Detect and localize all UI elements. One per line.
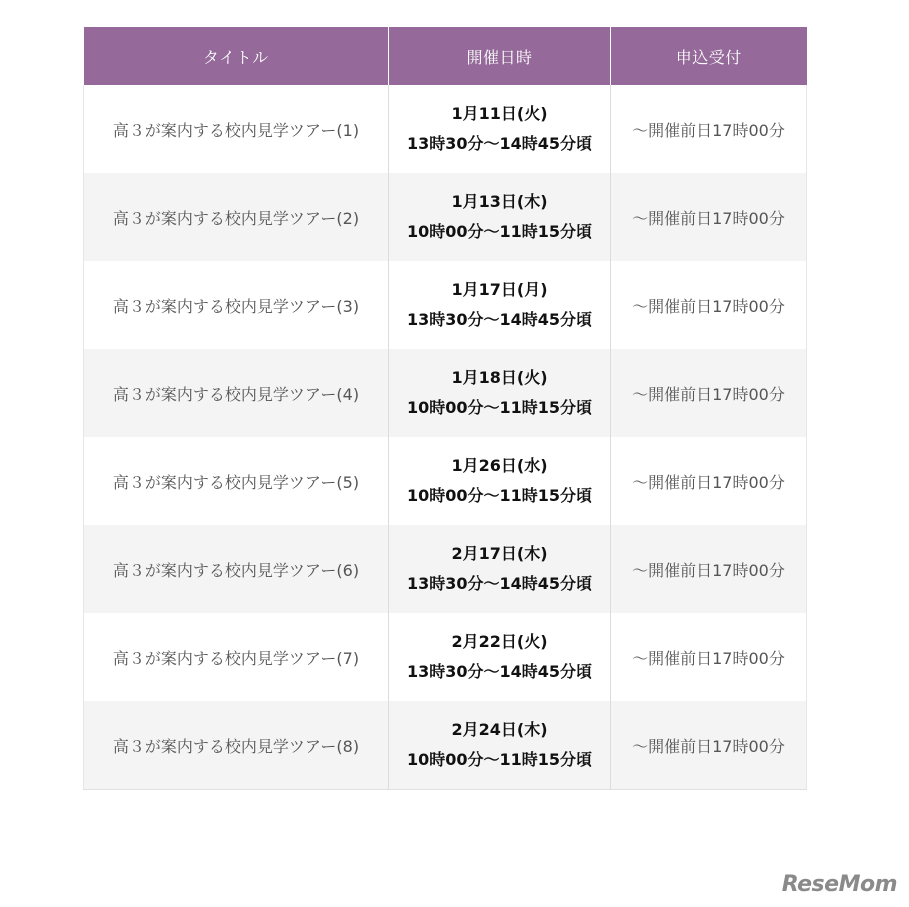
datetime-cell [389,349,611,437]
deadline-cell: ～開催前日17時00分 [611,525,807,613]
event-time: 10時00分～11時15分頃 [406,398,593,417]
table-row [84,173,807,261]
event-date: 2月24日(木) [451,720,548,739]
column-header-application: 申込受付 [611,27,807,85]
tour-title-cell: 高３が案内する校内見学ツアー(6) [84,525,389,613]
table-row [84,437,807,525]
column-header-datetime: 開催日時 [389,27,611,85]
datetime-cell [389,261,611,349]
schedule-table [83,27,807,790]
datetime-cell [389,437,611,525]
deadline-cell: ～開催前日17時00分 [611,173,807,261]
column-header-title: タイトル [84,27,389,85]
deadline-cell: ～開催前日17時00分 [611,261,807,349]
table-row [84,613,807,701]
tour-title-cell: 高３が案内する校内見学ツアー(3) [84,261,389,349]
event-date: 1月26日(水) [451,456,548,475]
event-date: 2月22日(火) [451,632,548,651]
datetime-cell [389,173,611,261]
tour-title-cell: 高３が案内する校内見学ツアー(5) [84,437,389,525]
event-date: 2月17日(木) [451,544,548,563]
event-date: 1月13日(木) [451,192,548,211]
deadline-cell: ～開催前日17時00分 [611,701,807,790]
event-date: 1月17日(月) [451,280,548,299]
resemom-logo: ReseMom [781,872,897,897]
tour-title-cell: 高３が案内する校内見学ツアー(8) [84,701,389,790]
tour-title-cell: 高３が案内する校内見学ツアー(1) [84,85,389,173]
datetime-cell [389,613,611,701]
event-time: 10時00分～11時15分頃 [406,750,593,769]
table-header-row [84,27,807,85]
datetime-cell [389,701,611,790]
table-row [84,525,807,613]
table-row [84,701,807,790]
deadline-cell: ～開催前日17時00分 [611,349,807,437]
event-time: 13時30分～14時45分頃 [406,310,593,329]
tour-title-cell: 高３が案内する校内見学ツアー(4) [84,349,389,437]
event-time: 10時00分～11時15分頃 [406,486,593,505]
event-time: 13時30分～14時45分頃 [406,134,593,153]
event-time: 13時30分～14時45分頃 [406,574,593,593]
table-row [84,349,807,437]
tour-title-cell: 高３が案内する校内見学ツアー(7) [84,613,389,701]
deadline-cell: ～開催前日17時00分 [611,85,807,173]
deadline-cell: ～開催前日17時00分 [611,437,807,525]
table-row [84,85,807,173]
event-time: 13時30分～14時45分頃 [406,662,593,681]
deadline-cell: ～開催前日17時00分 [611,613,807,701]
event-time: 10時00分～11時15分頃 [406,222,593,241]
table-row [84,261,807,349]
datetime-cell [389,525,611,613]
tour-title-cell: 高３が案内する校内見学ツアー(2) [84,173,389,261]
event-date: 1月18日(火) [451,368,548,387]
event-date: 1月11日(火) [451,104,548,123]
datetime-cell [389,85,611,173]
